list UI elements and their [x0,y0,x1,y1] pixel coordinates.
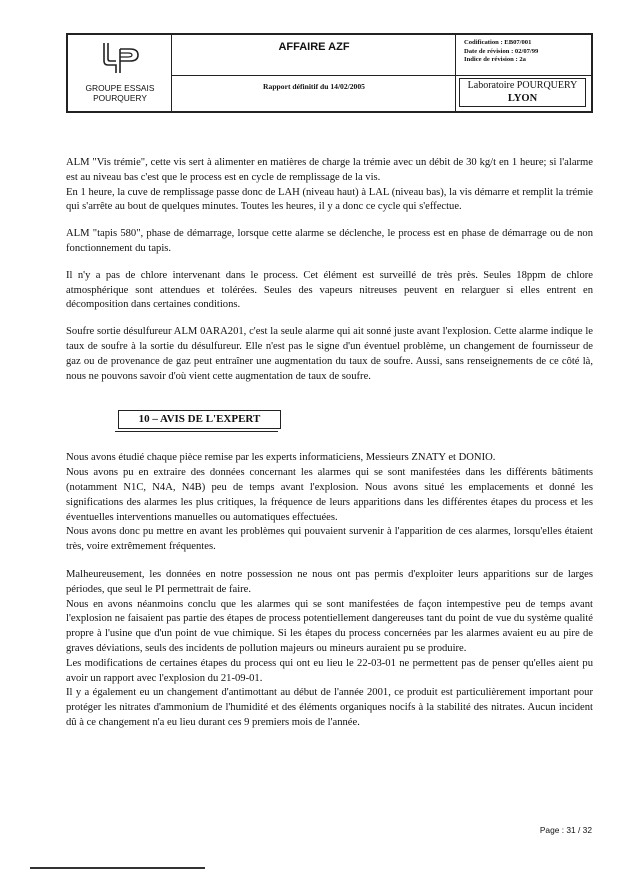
document-body [66,156,593,731]
section-heading: 10 – AVIS DE L'EXPERT [138,413,261,426]
header-divider [172,75,591,76]
logo-cell [68,35,172,111]
laboratoire-name: Laboratoire POURQUERY [467,80,578,91]
paragraph: ALM "tapis 580", phase de démarrage, lorsque cette alarme se déclenche, le process est en phase de démarrage ou de non fonctionnement du tapis. [66,228,593,254]
logo-caption [68,83,172,103]
logo-caption-line1: GROUPE ESSAIS [85,83,155,93]
paragraph: En 1 heure, la cuve de remplissage passe donc de LAH (niveau haut) à LAL (niveau bas), la vis démarre et remplit la trémie qui s'arrête au bout de quelques minutes. Toutes les heures, il y a donc ce cycle qui s'effectue. [66,186,593,213]
paragraph: ALM "Vis trémie", cette vis sert à alimenter en matières de charge la trémie avec un débit de 30 kg/t en 1 heure; si l'alarme est au niveau bas c'est que le process est en cycle de remplissage de la vis. [66,157,593,183]
paragraph: Nous avons donc pu mettre en avant les problèmes qui pouvaient survenir à l'apparition de ces alarmes, lorsqu'elles étaient très, voire extrêmement fréquentes. [66,526,593,553]
paragraph: Il y a également eu un changement d'antimottant au début de l'année 2001, ce produit est particulièrement important pour protéger les nitrates d'ammonium de l'humidité et des éléments organiques nocifs à la stabilité des nitrates. Aucun incident dû à ce changement n'a eu lieu durant ces 9 premiers mois de l'année. [66,687,593,728]
paragraph: Nous en avons néanmoins conclu que les alarmes qui se sont manifestées de façon intempestive peu de temps avant l'explosion ne faisaient pas partie des étapes de process potentiellement dangereuses tant du point de vue du système qualité propre à l'usine que d'un point de vue chimique. Si les étapes du process concernées par les alarmes avaient eu au pire de graves déviations, seuls des incidents de pollution majeurs ou mineurs auraient pu se produire. [66,598,593,654]
logo-caption-line2: POURQUERY [93,93,147,103]
section-heading-box [118,410,281,429]
codification-cell [456,35,591,111]
rapport-date: Rapport définitif du 14/02/2005 [263,82,365,91]
codification-block [464,39,538,65]
paragraph: Il n'y a pas de chlore intervenant dans le process. Cet élément est surveillé de très près. Seules 18ppm de chlore atmosphérique sont attendues et tolérées. Seules des vapeurs nitreuses peuvent en relarguer si elles entrent en décomposition dans certaines conditions. [66,269,593,311]
date-revision: Date de révision : 02/07/99 [464,47,539,55]
paragraph: Nous avons étudié chaque pièce remise par les experts informaticiens, Messieurs ZNATY et DONIO. [66,452,496,464]
paragraph: Malheureusement, les données en notre possession ne nous ont pas permis d'exploiter leurs apparitions sur de larges périodes, que seul le PI permettrait de faire. [66,568,593,595]
indice-revision: Indice de révision : 2a [464,56,526,64]
page-number: Page : 31 / 32 [539,825,592,835]
affaire-title: AFFAIRE AZF [278,41,350,53]
groupe-pourquery-logo [98,41,142,75]
laboratoire-city: LYON [507,93,538,104]
affaire-cell [172,35,456,111]
paragraph: Nous avons pu en extraire des données concernant les alarmes qui se sont manifestées dans les différents bâtiments (notamment N1C, N4A, N4B) peu de temps avant l'explosion. Nous avons situé les emplacements et donné les significations des alarmes les plus critiques, la fréquence de leurs apparitions dans les différentes étapes du process et les éventuelles interventions manuelles ou automatiques effectuées. [66,467,593,523]
paragraph: Les modifications de certaines étapes du process qui ont eu lieu le 22-03-01 ne permettent pas de penser qu'elles aient pu avoir un rapport avec l'explosion du 21-09-01. [66,657,593,684]
codification: Codification : EB07/001 [464,39,532,46]
paragraph: Soufre sortie désulfureur ALM 0ARA201, c'est la seule alarme qui ait sonné juste avant l'explosion. Cette alarme indique le taux de soufre à la sortie du désulfureur. Elle n'est pas le signe d'un éventuel problème, un changement de fournisseur de gaz ou de provenance de gaz peut entraîner une augmentation du taux de soufre. Aussi, sans renseignements de ce côté là, nous ne pouvons savoir d'où vient cette augmentation de taux de soufre. [66,326,593,382]
footer-rule [30,867,205,869]
laboratoire-box [459,78,586,107]
document-header [66,33,593,113]
